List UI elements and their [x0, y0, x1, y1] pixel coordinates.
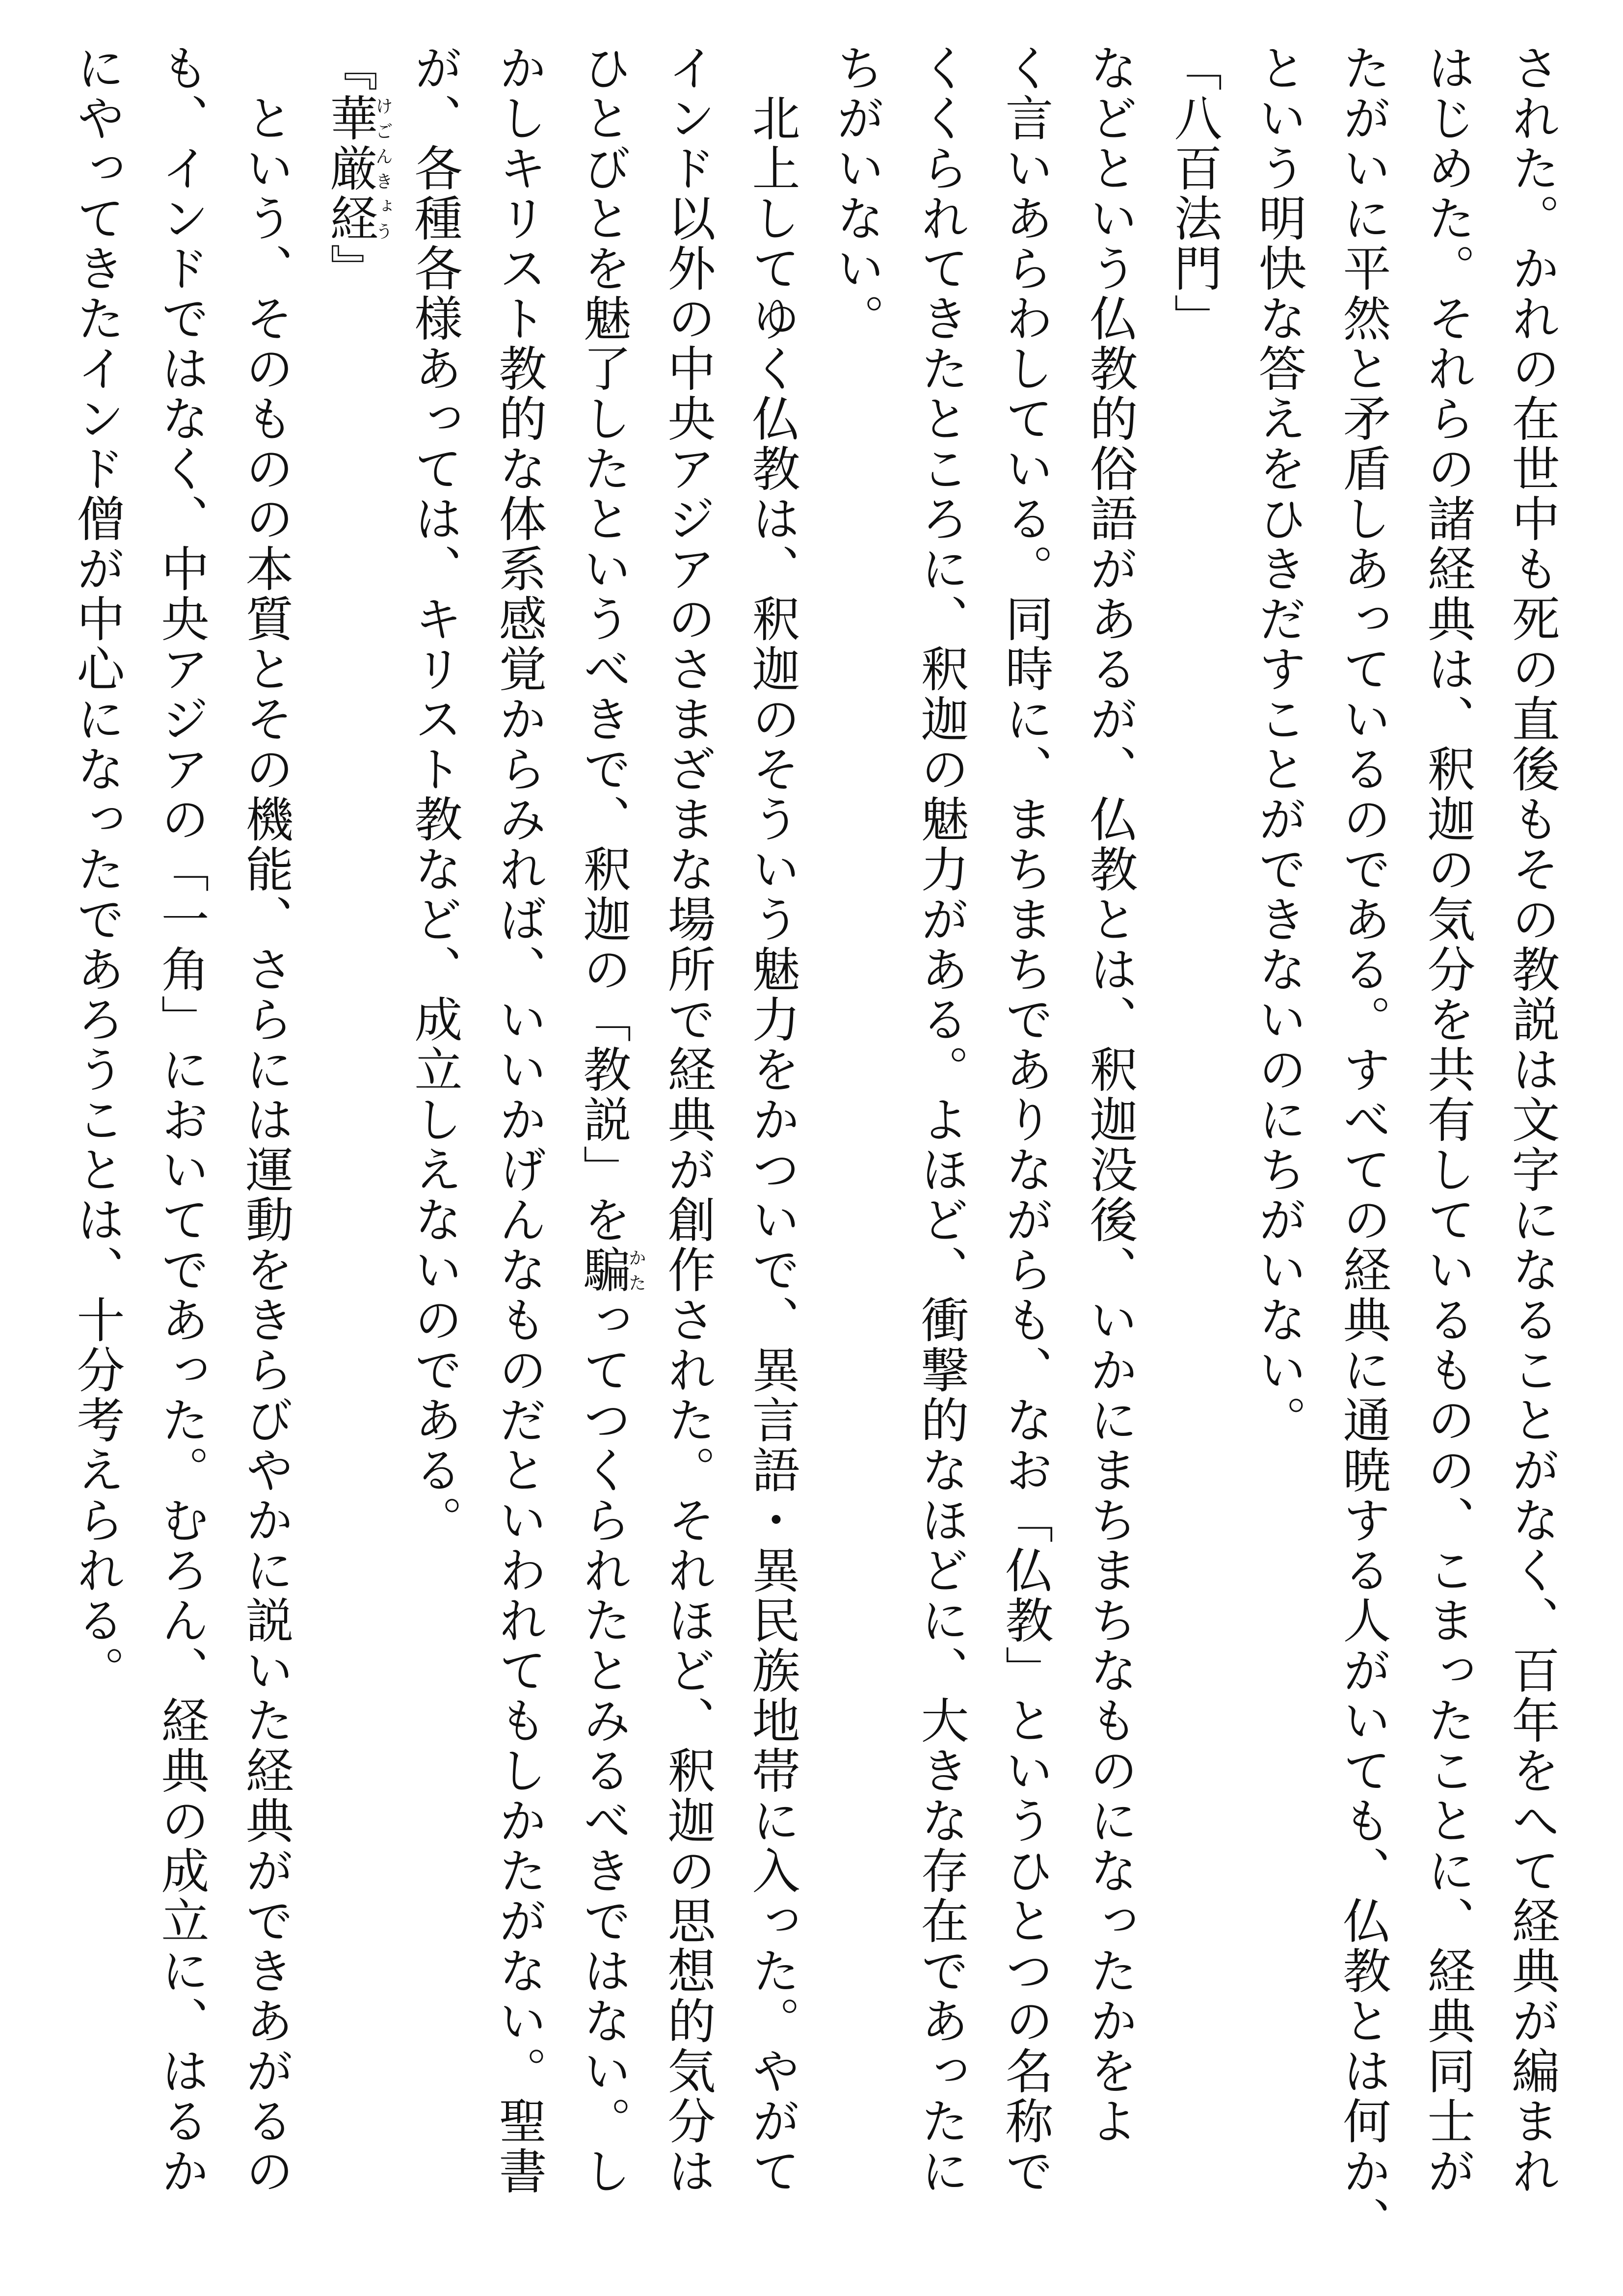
- text-column: [308, 43, 392, 2282]
- paragraph: [54, 43, 308, 2282]
- ruby-reading: けごんきょう: [372, 93, 393, 243]
- column-text-before: ひとびとを魅了したというべきで、釈迦の「教説」を: [575, 43, 631, 1245]
- paragraph: [1236, 43, 1574, 2282]
- text-column: などという仏教的俗語があるが、仏教とは、釈迦没後、いかにまちまちなものになったかをよ: [1082, 43, 1138, 2146]
- text-column: された。かれの在世中も死の直後もその教説は文字になることがなく、百年をへて経典が編まれ: [1504, 43, 1560, 2196]
- text-column: ちがいない。: [828, 43, 884, 344]
- text-column: かしキリスト教的な体系感覚からみれば、いいかげんなものだといわれてもしかたがない。聖書: [491, 43, 547, 2196]
- text-column: も、インドではなく、中央アジアの「一角」においてであった。むろん、経典の成立に、はるか: [153, 43, 209, 2196]
- paragraph: [392, 43, 814, 2282]
- sutra-title: [308, 43, 392, 2282]
- text-column: 「八百法門」: [1166, 43, 1222, 344]
- paragraph: [814, 43, 1152, 2282]
- ruby-annotated-word: [322, 93, 393, 243]
- text-column: という明快な答えをひきだすことができないのにちがいない。: [1251, 43, 1306, 1445]
- body-text: [54, 43, 1574, 2282]
- quoted-phrase: [1152, 43, 1236, 2282]
- text-column: たがいに平然と矛盾しあっているのである。すべての経典に通暁する人がいても、仏教とは何か、: [1335, 43, 1391, 2246]
- ruby-base: 騙: [575, 1245, 631, 1295]
- text-column: はじめた。それらの諸経典は、釈迦の気分を共有しているものの、こまったことに、経典同士が: [1419, 43, 1475, 2196]
- text-column: 北上してゆく仏教は、釈迦のそういう魅力をかついで、異言語・異民族地帯に入った。やがて: [744, 93, 800, 2196]
- text-column: にやってきたインド僧が中心になったであろうことは、十分考えられる。: [69, 43, 125, 1696]
- column-text-after: ってつくられたとみるべきではない。し: [575, 1295, 631, 2196]
- text-column: が、各種各様あっては、キリスト教など、成立しえないのである。: [406, 43, 462, 1545]
- close-bracket: 』: [322, 243, 378, 294]
- ruby-reading: かた: [626, 1245, 646, 1295]
- text-column: くくられてきたところに、釈迦の魅力がある。よほど、衝撃的なほどに、大きな存在であったに: [913, 43, 969, 2196]
- text-column: インド以外の中央アジアのさまざまな場所で経典が創作された。それほど、釈迦の思想的気分は: [660, 43, 716, 2196]
- text-column: く言いあらわしている。同時に、まちまちでありながらも、なお「仏教」というひとつの名称で: [997, 43, 1053, 2196]
- open-bracket: 『: [322, 43, 378, 93]
- text-column: [561, 43, 645, 2282]
- text-column: という、そのものの本質とその機能、さらには運動をきらびやかに説いた経典ができあがるの: [238, 93, 293, 2196]
- ruby-base: 華厳経: [322, 93, 378, 243]
- ruby-annotated-word: [575, 1245, 646, 1295]
